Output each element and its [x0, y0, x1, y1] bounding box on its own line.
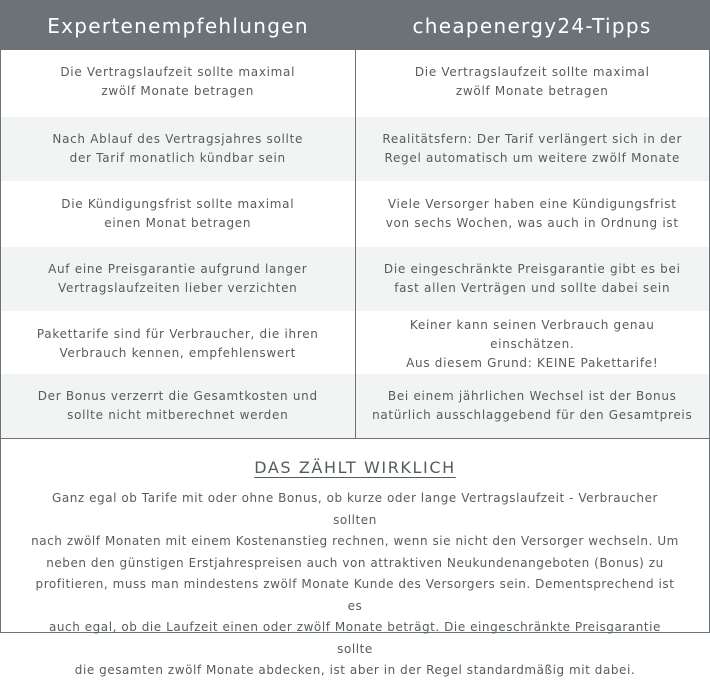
tip-cell: Die eingeschränkte Preisgarantie gibt es bei fast allen Verträgen und sollte dabei sein — [383, 262, 681, 295]
expert-cell: Die Kündigungsfrist sollte maximal einen Monat betragen — [61, 197, 295, 230]
tip-cell: Bei einem jährlichen Wechsel ist der Bonus natürlich ausschlaggebend für den Gesamtpreis — [372, 389, 693, 422]
expert-cell: Pakettarife sind für Verbraucher, die ihren Verbrauch kennen, empfehlenswert — [36, 327, 319, 360]
tip-cell: Realitätsfern: Der Tarif verlängert sich in der Regel automatisch um weitere zwölf Monate — [382, 132, 683, 165]
summary-title — [1, 458, 709, 477]
comparison-table — [1, 50, 709, 439]
tip-cell: Viele Versorger haben eine Kündigungsfrist von sechs Wochen, was auch in Ordnung ist — [385, 197, 679, 230]
expert-cell: Die Vertragslaufzeit sollte maximal zwölf Monate betragen — [60, 65, 296, 98]
expert-cell: Auf eine Preisgarantie aufgrund langer Vertragslaufzeiten lieber verzichten — [48, 262, 308, 295]
summary-section — [1, 439, 709, 677]
summary-text: Ganz egal ob Tarife mit oder ohne Bonus, ob kurze oder lange Vertragslaufzeit - Verbraucher sollten nach zwölf Monaten mit einem Kostenanstieg rechnen, wenn sie nicht den Versorger wechseln. Um neben den günstigen Erstjahrespreisen auch von attraktiven Neukundenangeboten (Bonus) zu profitieren, muss man mindestens zwölf Monate Kunde des Versorgers sein. Dementsprechend ist es auch egal, ob die Laufzeit einen oder zwölf Monate beträgt. Die eingeschränkte Preisgarantie sollte die gesamten zwölf Monate abdecken, ist aber in der Regel standardmäßig mit dabei. — [31, 491, 679, 677]
tip-cell: Keiner kann seinen Verbrauch genau einschätzen. Aus diesem Grund: KEINE Pakettarife! — [406, 317, 659, 370]
table-header — [1, 1, 709, 50]
tip-cell: Die Vertragslaufzeit sollte maximal zwölf Monate betragen — [414, 65, 650, 98]
summary-title-text: DAS ZÄHLT WIRKLICH — [254, 458, 456, 477]
header-cheapenergy24-tips: cheapenergy24-Tipps — [412, 13, 652, 38]
header-expert-recommendations: Expertenempfehlungen — [47, 13, 309, 38]
expert-cell: Nach Ablauf des Vertragsjahres sollte der Tarif monatlich kündbar sein — [52, 132, 304, 165]
column-divider — [355, 50, 356, 438]
expert-cell: Der Bonus verzerrt die Gesamtkosten und sollte nicht mitberechnet werden — [37, 389, 318, 422]
